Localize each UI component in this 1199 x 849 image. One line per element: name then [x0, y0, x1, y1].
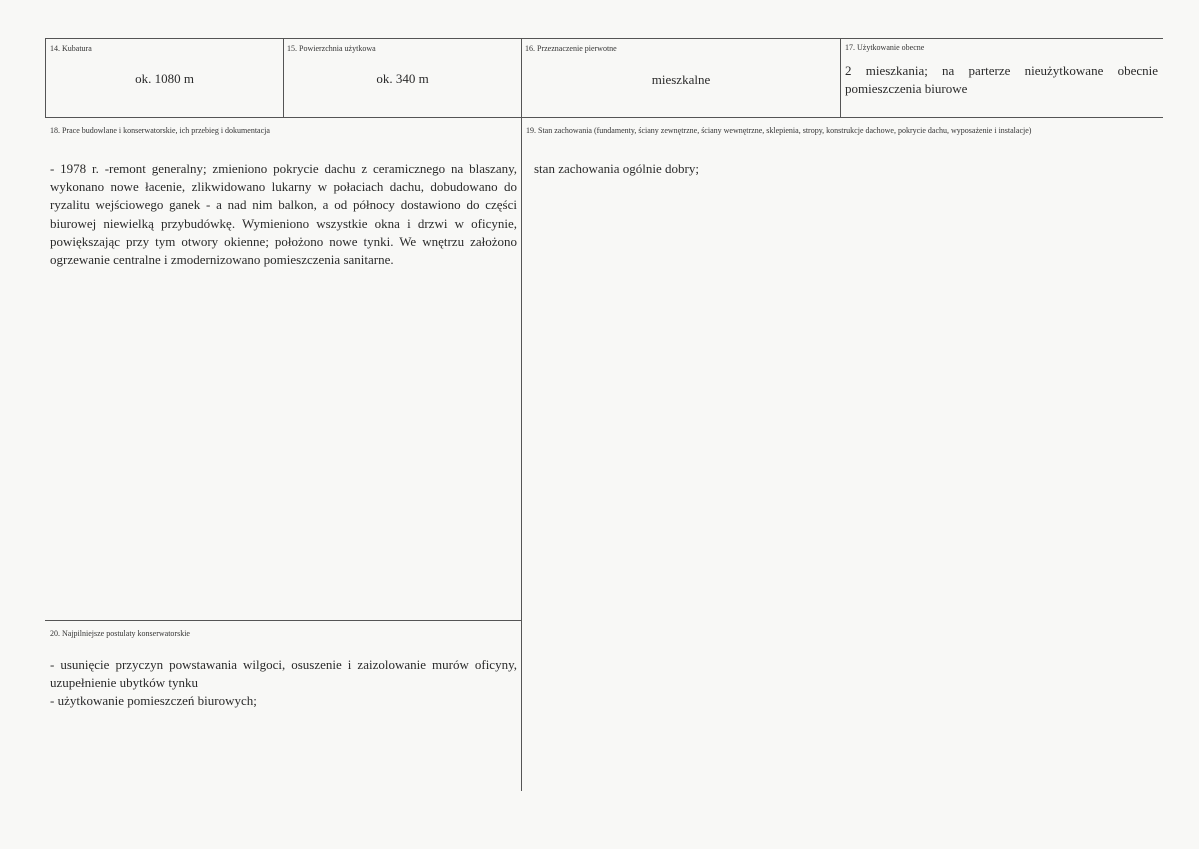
rule-col-divider-main — [521, 38, 522, 791]
field-16-label: 16. Przeznaczenie pierwotne — [525, 44, 617, 53]
field-14-label: 14. Kubatura — [50, 44, 92, 53]
field-20-line-2: - użytkowanie pomieszczeń biurowych; — [50, 693, 257, 709]
rule-top — [45, 38, 1163, 39]
field-15-value: ok. 340 m — [376, 71, 429, 86]
rule-col-divider-3 — [840, 38, 841, 117]
field-14-value: ok. 1080 m — [135, 71, 194, 86]
field-18-text: - 1978 r. -remont generalny; zmieniono pokrycie dachu z ceramicznego na blaszany, wykonano nowe łacenie, zlikwidowano lukarny w połaciach dachu, dobudowano do ryzalitu wejściowego ganek - a nad nim balkon, a od północy dostawiono do części biurowej niewielką przybudówkę. Wymieniono wszystkie okna i drzwi w oficynie, powiększając przy tym otwory okienne; położono nowe tynki. We wnętrzu założono ogrzewanie centralne i zmodernizowano pomieszczenia sanitarne. — [50, 161, 517, 268]
field-20-text — [50, 656, 517, 711]
field-17-label: 17. Użytkowanie obecne — [845, 43, 925, 52]
field-20-line-1: - usunięcie przyczyn powstawania wilgoci, osuszenie i zaizolowanie murów oficyny, uzupełnienie ubytków tynku — [50, 657, 517, 691]
rule-row1-bottom — [45, 117, 1163, 118]
rule-section20-top — [45, 620, 521, 621]
field-18-label: 18. Prace budowlane i konserwatorskie, ich przebieg i dokumentacja — [50, 126, 270, 135]
field-16-value: mieszkalne — [651, 72, 711, 87]
field-15-label: 15. Powierzchnia użytkowa — [287, 44, 376, 53]
field-17-value: 2 mieszkania; na parterze nieużytkowane obecnie pomieszczenia biurowe — [845, 63, 1158, 96]
field-19-label: 19. Stan zachowania (fundamenty, ściany zewnętrzne, ściany wewnętrzne, sklepienia, stropy, konstrukcje dachowe, pokrycie dachu, wyposażenie i instalacje) — [526, 126, 1032, 135]
field-20-label: 20. Najpilniejsze postulaty konserwatorskie — [50, 629, 190, 638]
field-19-text: stan zachowania ogólnie dobry; — [534, 161, 699, 176]
